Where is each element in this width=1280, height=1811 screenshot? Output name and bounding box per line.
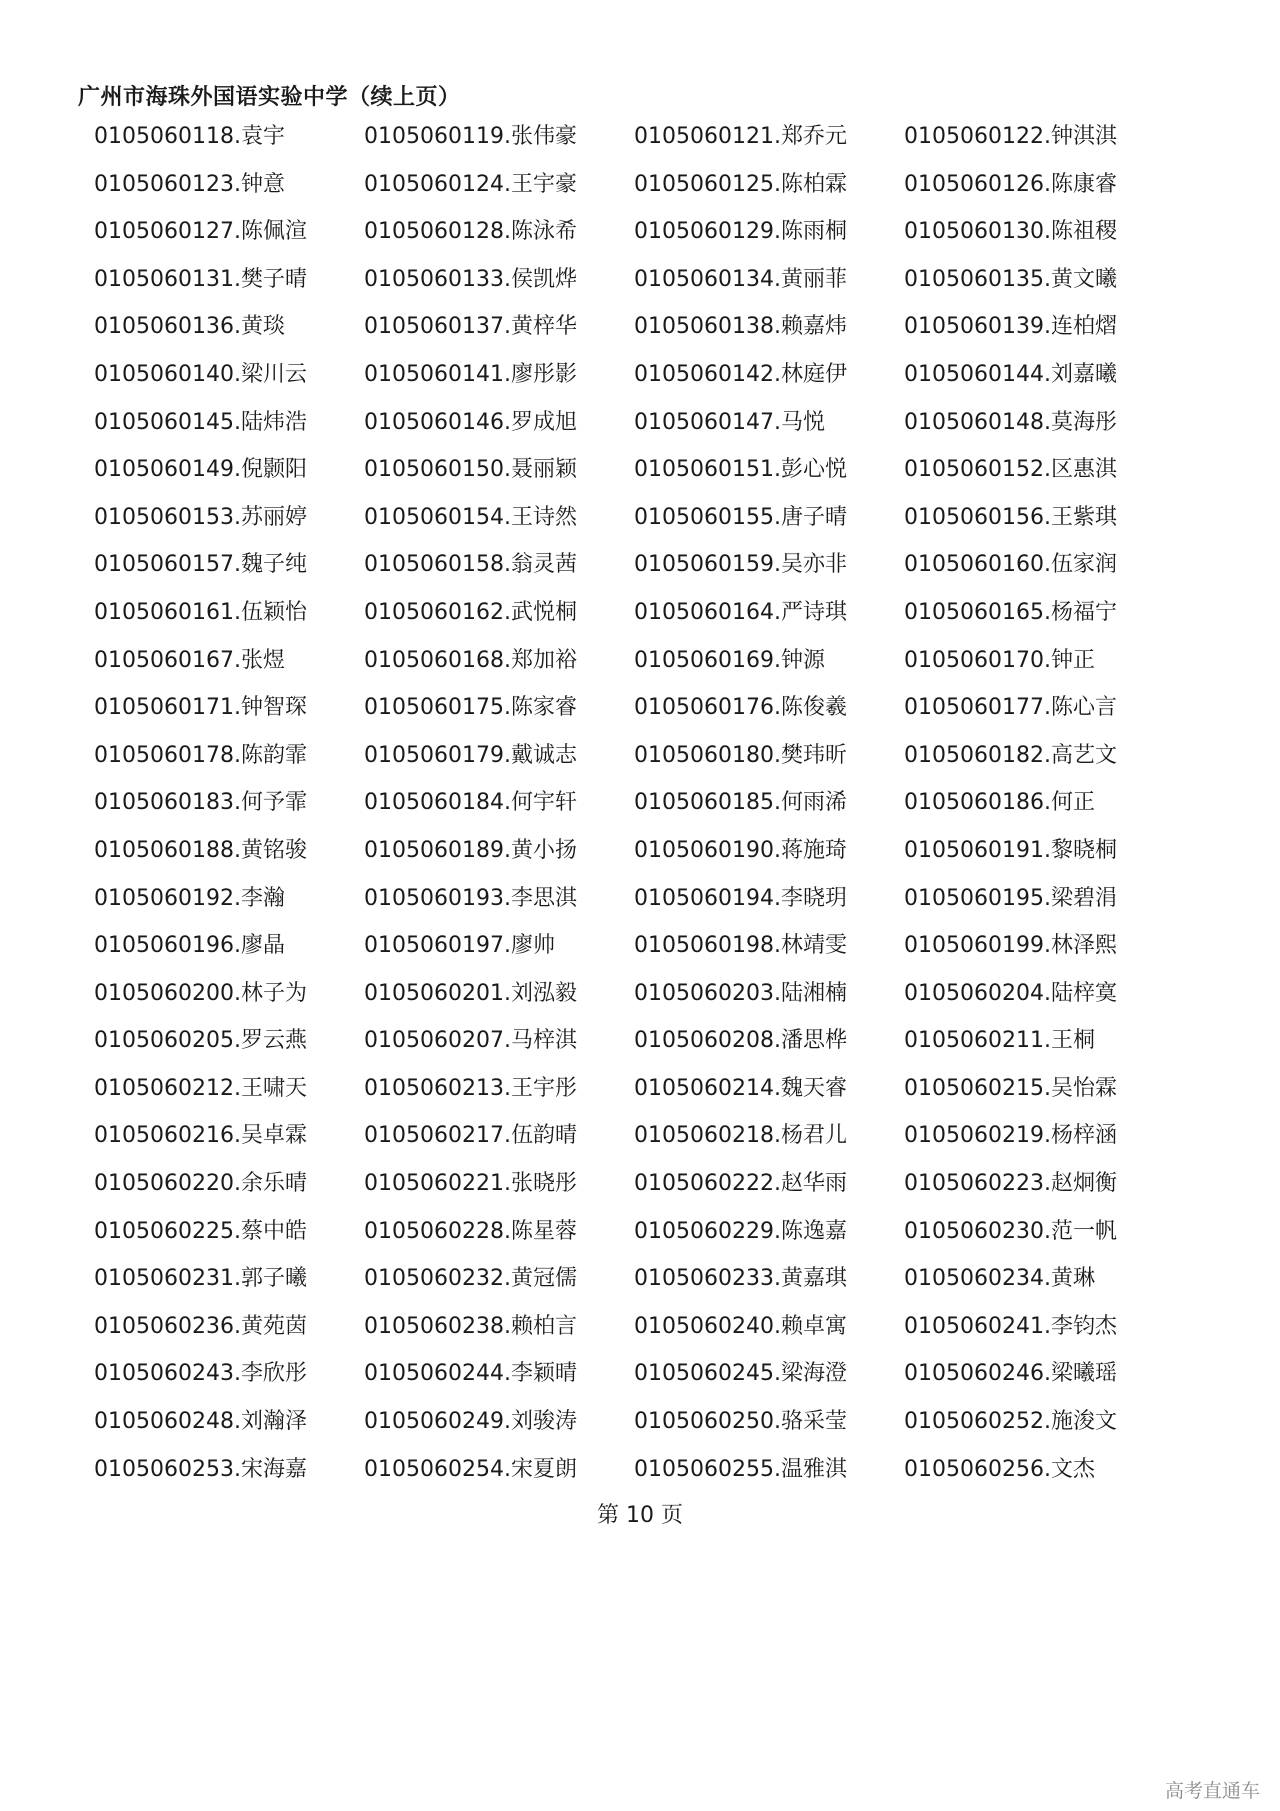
list-item: 0105060238.赖柏言 bbox=[364, 1313, 577, 1339]
list-item: 0105060124.王宇豪 bbox=[364, 171, 577, 197]
list-item: 0105060150.聂丽颖 bbox=[364, 457, 577, 483]
list-item: 0105060147.马悦 bbox=[634, 409, 825, 435]
list-item: 0105060122.钟淇淇 bbox=[904, 124, 1117, 149]
list-item: 0105060230.范一帆 bbox=[904, 1218, 1117, 1244]
list-item: 0105060177.陈心言 bbox=[904, 695, 1117, 721]
list-item: 0105060256.文杰 bbox=[904, 1456, 1095, 1482]
list-item: 0105060195.梁碧涓 bbox=[904, 885, 1117, 911]
list-item: 0105060186.何正 bbox=[904, 790, 1095, 816]
list-item: 0105060228.陈星蓉 bbox=[364, 1218, 577, 1244]
list-item: 0105060169.钟源 bbox=[634, 647, 825, 673]
list-item: 0105060134.黄丽菲 bbox=[634, 266, 847, 292]
list-item: 0105060160.伍家润 bbox=[904, 552, 1117, 578]
list-item: 0105060145.陆炜浩 bbox=[94, 409, 307, 435]
list-item: 0105060159.吴亦非 bbox=[634, 552, 847, 578]
list-item: 0105060155.唐子晴 bbox=[634, 504, 847, 530]
list-item: 0105060164.严诗琪 bbox=[634, 599, 847, 625]
list-item: 0105060180.樊玮昕 bbox=[634, 742, 847, 768]
list-item: 0105060179.戴诚志 bbox=[364, 742, 577, 768]
list-item: 0105060213.王宇彤 bbox=[364, 1075, 577, 1101]
admission-list bbox=[94, 122, 1174, 1502]
list-item: 0105060131.樊子晴 bbox=[94, 266, 307, 292]
list-item: 0105060139.连柏熠 bbox=[904, 314, 1117, 340]
list-item: 0105060255.温雅淇 bbox=[634, 1456, 847, 1482]
list-item: 0105060183.何予霏 bbox=[94, 790, 307, 816]
list-item: 0105060201.刘泓毅 bbox=[364, 980, 577, 1006]
list-item: 0105060133.侯凯烨 bbox=[364, 266, 577, 292]
list-item: 0105060205.罗云燕 bbox=[94, 1028, 307, 1054]
list-item: 0105060193.李思淇 bbox=[364, 885, 577, 911]
page-number: 第 10 页 bbox=[597, 1503, 683, 1528]
list-item: 0105060140.梁川云 bbox=[94, 361, 307, 387]
list-item: 0105060249.刘骏涛 bbox=[364, 1409, 577, 1435]
list-item: 0105060196.廖晶 bbox=[94, 933, 285, 959]
list-item: 0105060253.宋海嘉 bbox=[94, 1456, 307, 1482]
list-item: 0105060223.赵炯衡 bbox=[904, 1171, 1117, 1197]
list-item: 0105060233.黄嘉琪 bbox=[634, 1266, 847, 1292]
list-item: 0105060129.陈雨桐 bbox=[634, 219, 847, 245]
list-item: 0105060250.骆采莹 bbox=[634, 1409, 847, 1435]
list-item: 0105060229.陈逸嘉 bbox=[634, 1218, 847, 1244]
list-item: 0105060137.黄梓华 bbox=[364, 314, 577, 340]
list-item: 0105060211.王桐 bbox=[904, 1028, 1095, 1054]
list-item: 0105060168.郑加裕 bbox=[364, 647, 577, 673]
list-item: 0105060167.张煜 bbox=[94, 647, 285, 673]
list-item: 0105060232.黄冠儒 bbox=[364, 1266, 577, 1292]
list-item: 0105060252.施浚文 bbox=[904, 1409, 1117, 1435]
list-item: 0105060156.王紫琪 bbox=[904, 504, 1117, 530]
list-item: 0105060243.李欣彤 bbox=[94, 1361, 307, 1387]
list-item: 0105060218.杨君儿 bbox=[634, 1123, 847, 1149]
list-item: 0105060188.黄铭骏 bbox=[94, 837, 307, 863]
list-item: 0105060199.林泽熙 bbox=[904, 933, 1117, 959]
list-item: 0105060185.何雨浠 bbox=[634, 790, 847, 816]
list-item: 0105060170.钟正 bbox=[904, 647, 1095, 673]
list-item: 0105060221.张晓彤 bbox=[364, 1171, 577, 1197]
list-item: 0105060138.赖嘉炜 bbox=[634, 314, 847, 340]
list-item: 0105060128.陈泳希 bbox=[364, 219, 577, 245]
list-item: 0105060189.黄小扬 bbox=[364, 837, 577, 863]
list-item: 0105060191.黎晓桐 bbox=[904, 837, 1117, 863]
list-item: 0105060136.黄琰 bbox=[94, 314, 285, 340]
list-item: 0105060212.王啸天 bbox=[94, 1075, 307, 1101]
list-item: 0105060152.区惠淇 bbox=[904, 457, 1117, 483]
list-item: 0105060148.莫海彤 bbox=[904, 409, 1117, 435]
list-item: 0105060244.李颖晴 bbox=[364, 1361, 577, 1387]
list-item: 0105060236.黄苑茵 bbox=[94, 1313, 307, 1339]
list-item: 0105060207.马梓淇 bbox=[364, 1028, 577, 1054]
list-item: 0105060214.魏天睿 bbox=[634, 1075, 847, 1101]
list-item: 0105060222.赵华雨 bbox=[634, 1171, 847, 1197]
list-item: 0105060125.陈柏霖 bbox=[634, 171, 847, 197]
list-item: 0105060154.王诗然 bbox=[364, 504, 577, 530]
list-item: 0105060215.吴怡霖 bbox=[904, 1075, 1117, 1101]
list-item: 0105060231.郭子曦 bbox=[94, 1266, 307, 1292]
list-item: 0105060157.魏子纯 bbox=[94, 552, 307, 578]
list-item: 0105060126.陈康睿 bbox=[904, 171, 1117, 197]
list-item: 0105060240.赖卓寓 bbox=[634, 1313, 847, 1339]
list-item: 0105060198.林靖雯 bbox=[634, 933, 847, 959]
list-item: 0105060149.倪颢阳 bbox=[94, 457, 307, 483]
list-item: 0105060194.李晓玥 bbox=[634, 885, 847, 911]
list-item: 0105060118.袁宇 bbox=[94, 124, 285, 149]
list-item: 0105060121.郑乔元 bbox=[634, 124, 847, 149]
list-item: 0105060197.廖帅 bbox=[364, 933, 555, 959]
list-item: 0105060184.何宇轩 bbox=[364, 790, 577, 816]
list-item: 0105060190.蒋施琦 bbox=[634, 837, 847, 863]
list-item: 0105060153.苏丽婷 bbox=[94, 504, 307, 530]
list-item: 0105060254.宋夏朗 bbox=[364, 1456, 577, 1482]
list-item: 0105060165.杨福宁 bbox=[904, 599, 1117, 625]
list-item: 0105060200.林子为 bbox=[94, 980, 307, 1006]
list-item: 0105060142.林庭伊 bbox=[634, 361, 847, 387]
list-item: 0105060219.杨梓涵 bbox=[904, 1123, 1117, 1149]
list-item: 0105060162.武悦桐 bbox=[364, 599, 577, 625]
list-item: 0105060248.刘瀚泽 bbox=[94, 1409, 307, 1435]
list-item: 0105060225.蔡中皓 bbox=[94, 1218, 307, 1244]
list-item: 0105060146.罗成旭 bbox=[364, 409, 577, 435]
list-item: 0105060144.刘嘉曦 bbox=[904, 361, 1117, 387]
list-item: 0105060123.钟意 bbox=[94, 171, 285, 197]
list-item: 0105060158.翁灵茜 bbox=[364, 552, 577, 578]
list-item: 0105060141.廖彤影 bbox=[364, 361, 577, 387]
list-item: 0105060175.陈家睿 bbox=[364, 695, 577, 721]
list-item: 0105060220.余乐晴 bbox=[94, 1171, 307, 1197]
list-item: 0105060216.吴卓霖 bbox=[94, 1123, 307, 1149]
list-item: 0105060135.黄文曦 bbox=[904, 266, 1117, 292]
list-item: 0105060178.陈韵霏 bbox=[94, 742, 307, 768]
list-item: 0105060217.伍韵晴 bbox=[364, 1123, 577, 1149]
list-item: 0105060127.陈佩渲 bbox=[94, 219, 307, 245]
list-item: 0105060192.李瀚 bbox=[94, 885, 285, 911]
list-item: 0105060246.梁曦瑶 bbox=[904, 1361, 1117, 1387]
list-item: 0105060151.彭心悦 bbox=[634, 457, 847, 483]
list-item: 0105060161.伍颖怡 bbox=[94, 599, 307, 625]
list-item: 0105060182.高艺文 bbox=[904, 742, 1117, 768]
watermark: 高考直通车 bbox=[1164, 1780, 1260, 1802]
list-item: 0105060176.陈俊羲 bbox=[634, 695, 847, 721]
list-item: 0105060171.钟智琛 bbox=[94, 695, 307, 721]
list-item: 0105060204.陆梓寞 bbox=[904, 980, 1117, 1006]
list-item: 0105060203.陆湘楠 bbox=[634, 980, 847, 1006]
list-item: 0105060130.陈祖稷 bbox=[904, 219, 1117, 245]
list-item: 0105060245.梁海澄 bbox=[634, 1361, 847, 1387]
page-title: 广州市海珠外国语实验中学（续上页） bbox=[78, 85, 461, 110]
list-item: 0105060208.潘思桦 bbox=[634, 1028, 847, 1054]
list-item: 0105060241.李钧杰 bbox=[904, 1313, 1117, 1339]
list-item: 0105060234.黄琳 bbox=[904, 1266, 1095, 1292]
list-item: 0105060119.张伟豪 bbox=[364, 124, 577, 149]
